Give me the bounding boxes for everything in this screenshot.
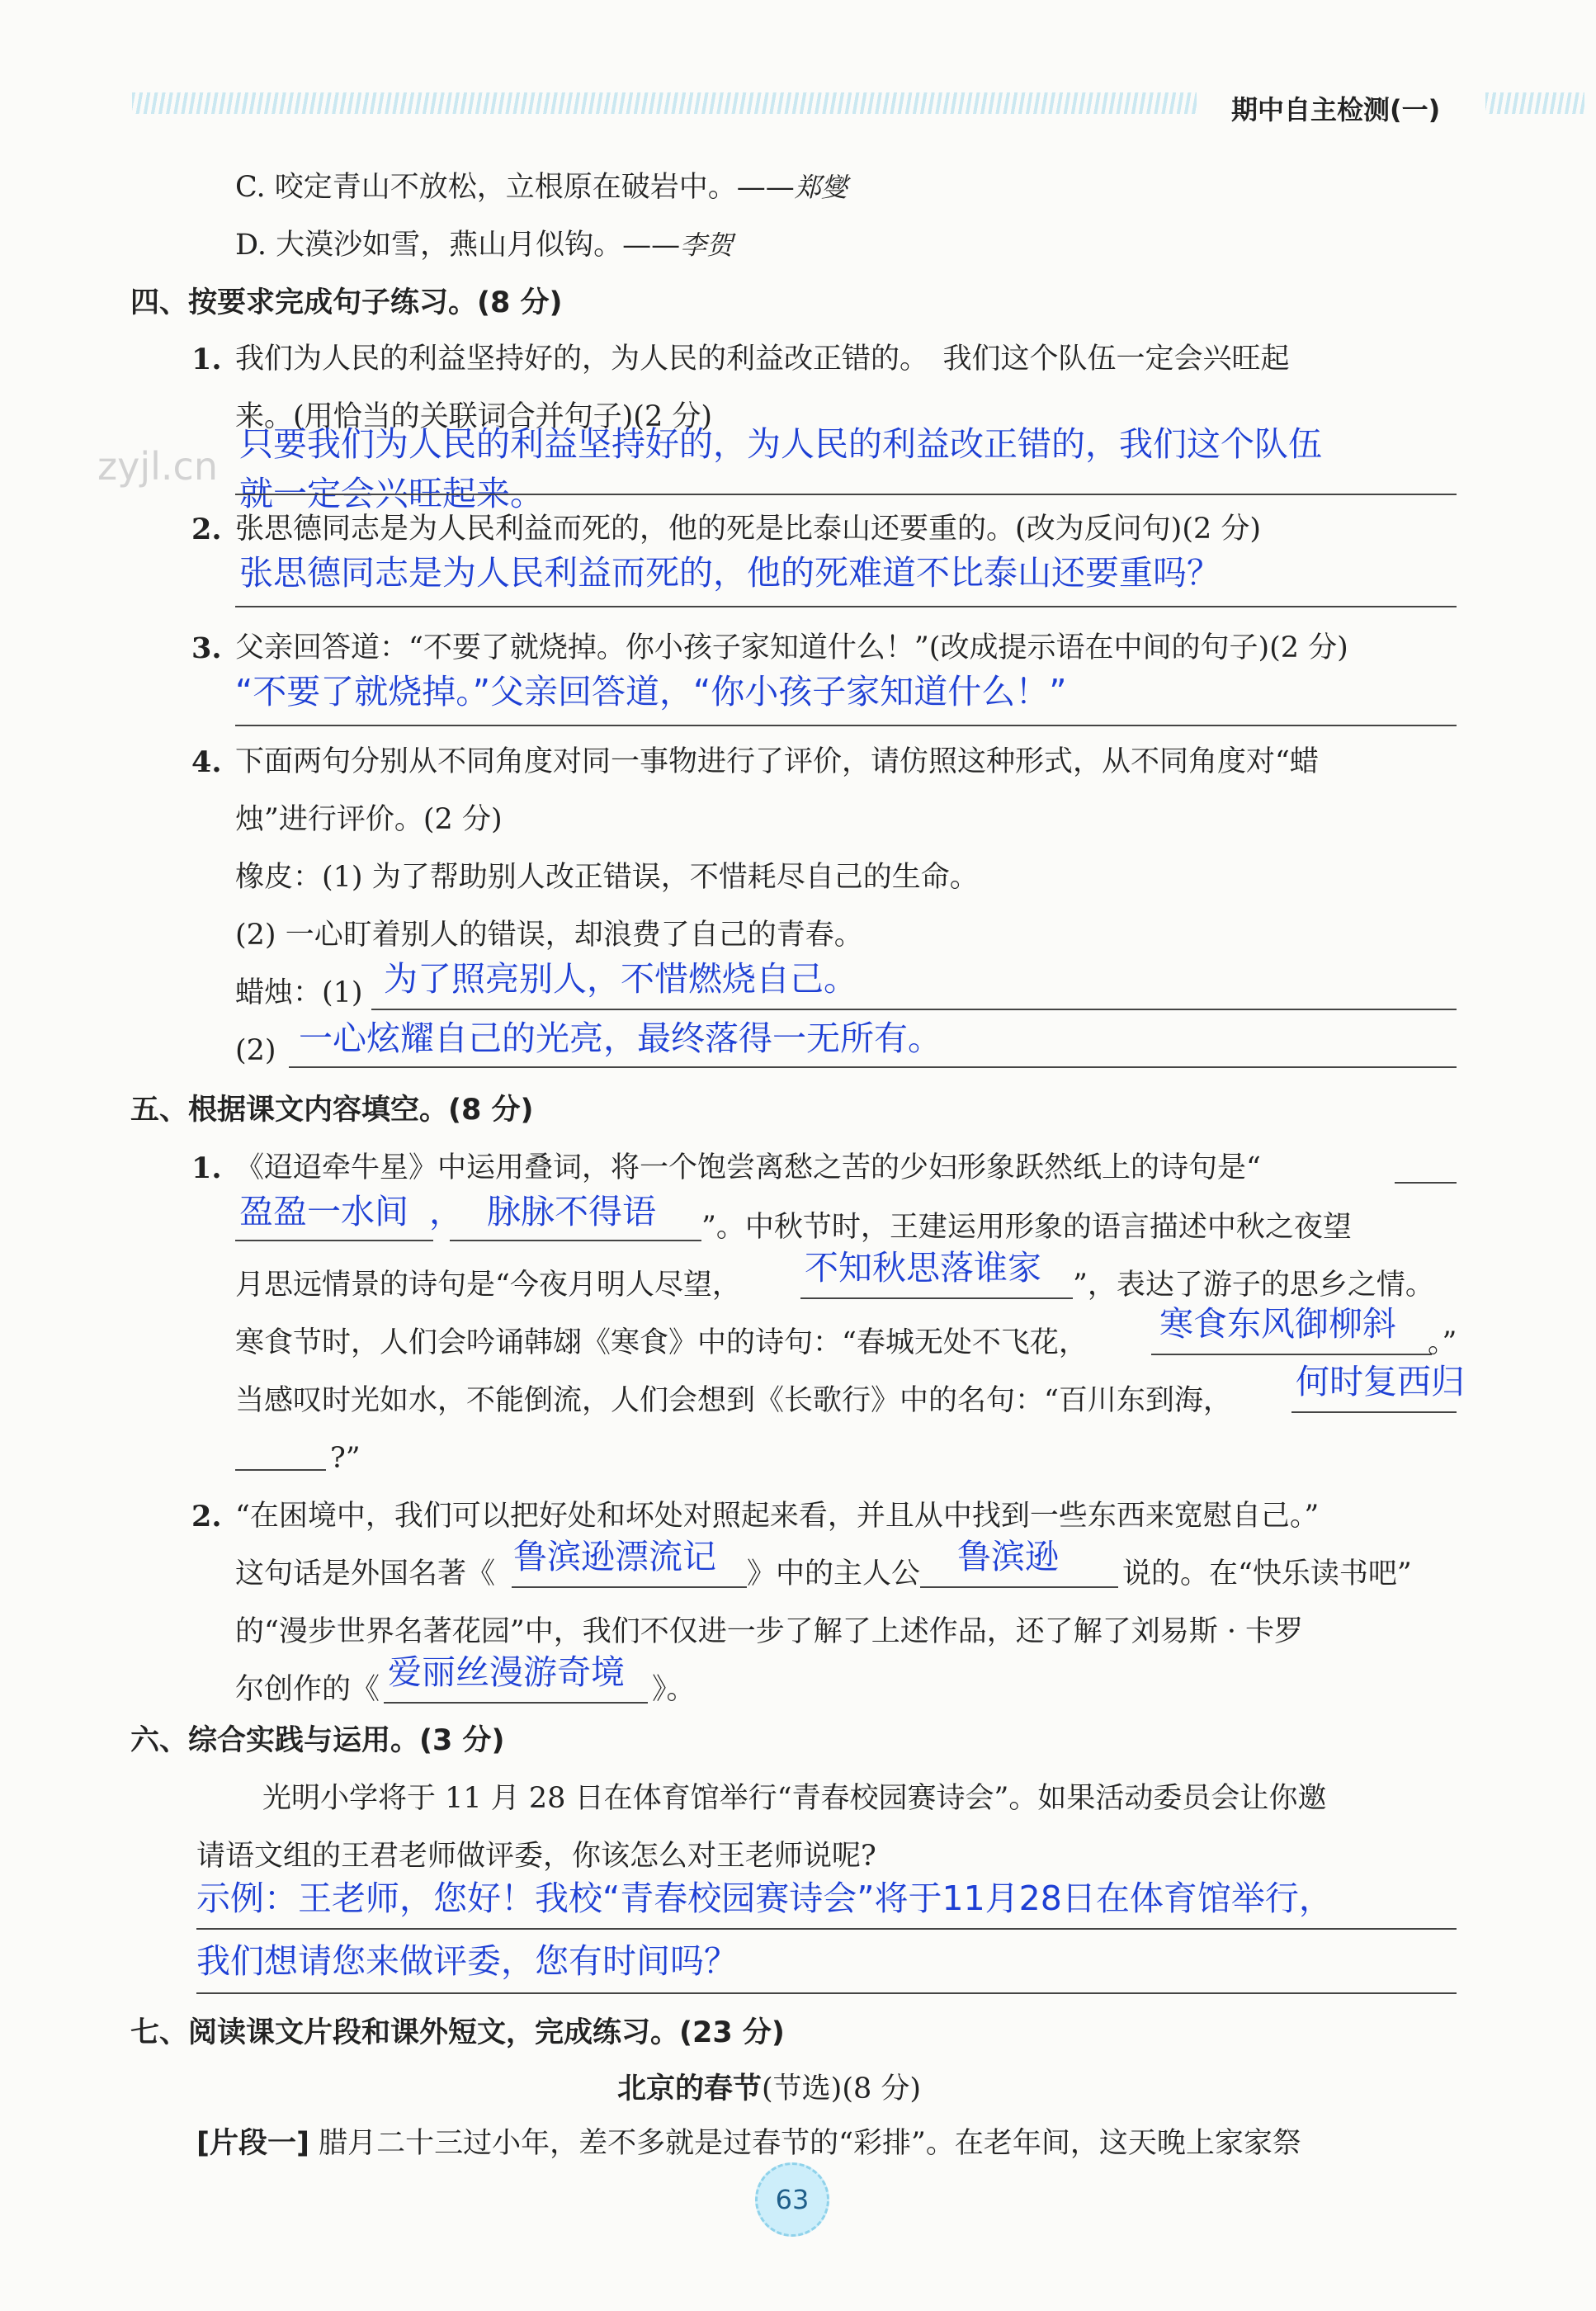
option-c <box>235 173 848 202</box>
q5-1-text-line5a: 当感叹时光如水，不能倒流，人们会想到《长歌行》中的名句：“百川东到海， <box>235 1384 1232 1417</box>
q5-1-answer-c: 不知秋思落谁家 <box>805 1248 1041 1288</box>
option-d <box>235 231 733 260</box>
q4-1-text-line1: 我们为人民的利益坚持好的，为人民的利益改正错的。 我们这个队伍一定会兴旺起 <box>235 343 1290 376</box>
q4-2-text: 张思德同志是为人民利益而死的，他的死是比泰山还要重的。(改为反问句)(2 分) <box>235 513 1262 546</box>
q4-4-text-line1: 下面两句分别从不同角度对同一事物进行了评价，请仿照这种形式，从不同角度对“蜡 <box>235 745 1319 778</box>
q4-4-answer-2: 一心炫耀自己的光亮，最终落得一无所有。 <box>299 1018 942 1058</box>
q5-2-number: 2. <box>191 1500 222 1534</box>
q4-4-eraser-1: 橡皮：(1) 为了帮助别人改正错误，不惜耗尽自己的生命。 <box>235 861 979 894</box>
q5-2-text-line1: “在困境中，我们可以把好处和坏处对照起来看，并且从中找到一些东西来宽慰自己。” <box>235 1500 1320 1533</box>
q4-1-answer-underline <box>235 494 1457 495</box>
q4-4-number: 4. <box>191 745 222 779</box>
sec6-answer-underline-2 <box>196 1992 1457 1994</box>
fragment-1-label: [片段一] <box>196 2127 309 2160</box>
q5-1-answer-d-underline <box>1151 1354 1432 1355</box>
q5-1-answer-e: 何时复西归 <box>1296 1362 1465 1401</box>
q4-3-answer-underline <box>235 725 1457 726</box>
page-number: 63 <box>755 2162 829 2237</box>
sec6-answer-line1: 示例：王老师，您好！我校“青春校园赛诗会”将于11月28日在体育馆举行， <box>196 1879 1333 1918</box>
fragment-1-line <box>196 2129 1301 2158</box>
sec6-answer-line2: 我们想请您来做评委，您有时间吗？ <box>196 1941 738 1981</box>
q4-3-text: 父亲回答道：“不要了就烧掉。你小孩子家知道什么！”(改成提示语在中间的句子)(2 分) <box>235 631 1348 664</box>
header-decoration-stripe <box>132 92 1197 114</box>
sec6-prompt-line1: 光明小学将于 11 月 28 日在体育馆举行“青春校园赛诗会”。如果活动委员会让你邀 <box>262 1782 1327 1815</box>
q4-1-answer-line1: 只要我们为人民的利益坚持好的，为人民的利益改正错的，我们这个队伍 <box>239 424 1322 464</box>
q5-1-answer-c-underline <box>800 1297 1073 1299</box>
fragment-1-text: 腊月二十三过小年，差不多就是过春节的“彩排”。在老年间，这天晚上家家祭 <box>319 2127 1301 2160</box>
q5-1-text-line2: ”。中秋节时，王建运用形象的语言描述中秋之夜望 <box>701 1211 1352 1244</box>
q4-2-number: 2. <box>191 513 222 546</box>
header-title: 期中自主检测(一) <box>1231 94 1441 125</box>
q4-4-text-line2: 烛”进行评价。(2 分) <box>235 803 503 836</box>
q5-1-text-line1: 《迢迢牵牛星》中运用叠词，将一个饱尝离愁之苦的少妇形象跃然纸上的诗句是“ <box>235 1151 1261 1184</box>
option-d-text: D. 大漠沙如雪，燕山月似钩。—— <box>235 229 681 262</box>
q5-2-text-line3: 的“漫步世界名著花园”中，我们不仅进一步了解了上述作品，还了解了刘易斯 · 卡罗 <box>235 1615 1304 1648</box>
q5-2-text-line4a: 尔创作的《 <box>235 1673 380 1706</box>
q5-1-answer-a: 盈盈一水间 <box>239 1192 408 1231</box>
q5-1-text-line4a: 寒食节时，人们会吟诵韩翃《寒食》中的诗句：“春城无处不飞花， <box>235 1326 1088 1359</box>
q5-1-blank-lead <box>1395 1182 1457 1184</box>
q5-1-number: 1. <box>191 1151 222 1185</box>
section-4-heading: 四、按要求完成句子练习。(8 分) <box>130 286 563 319</box>
q5-2-answer-c: 爱丽丝漫游奇境 <box>388 1652 625 1692</box>
q5-1-text-line3a: 月思远情景的诗句是“今夜月明人尽望， <box>235 1269 741 1302</box>
q4-3-number: 3. <box>191 631 222 665</box>
passage-title-line <box>617 2072 922 2105</box>
q4-1-number: 1. <box>191 343 222 376</box>
q5-1-text-line6: ?” <box>330 1442 361 1475</box>
q4-4-eraser-2: (2) 一心盯着别人的错误，却浪费了自己的青春。 <box>235 919 863 952</box>
q4-4-candle-label-2: (2) <box>235 1034 276 1067</box>
watermark: zyjl.cn <box>97 444 218 489</box>
sec6-prompt-line2: 请语文组的王君老师做评委，你该怎么对王老师说呢? <box>196 1840 876 1873</box>
option-d-author: 李贺 <box>680 229 734 261</box>
q5-1-answer-b-underline <box>450 1240 701 1241</box>
passage-note: (节选)(8 分) <box>762 2072 922 2105</box>
q5-2-answer-b: 鲁滨逊 <box>957 1537 1059 1576</box>
q4-3-answer: “不要了就烧掉。”父亲回答道，“你小孩子家知道什么！” <box>235 672 1067 711</box>
section-7-heading: 七、阅读课文片段和课外短文，完成练习。(23 分) <box>130 2016 785 2049</box>
option-c-text: C. 咬定青山不放松，立根原在破岩中。—— <box>235 171 795 204</box>
q5-2-answer-b-underline <box>920 1586 1118 1588</box>
q4-4-answer-2-underline <box>289 1066 1457 1068</box>
q5-1-comma: ， <box>429 1192 463 1231</box>
q5-2-answer-a-underline <box>512 1586 747 1588</box>
q5-1-answer-a-underline <box>235 1240 433 1241</box>
q5-2-text-line2b: 》中的主人公 <box>747 1557 921 1590</box>
q5-1-answer-d: 寒食东风御柳斜 <box>1159 1304 1396 1344</box>
section-5-heading: 五、根据课文内容填空。(8 分) <box>130 1094 534 1127</box>
q5-1-text-line3b: ”，表达了游子的思乡之情。 <box>1073 1269 1434 1302</box>
header-decoration-stripe-right <box>1485 92 1584 114</box>
section-6-heading: 六、综合实践与运用。(3 分) <box>130 1724 505 1757</box>
q5-1-answer-e-underline <box>1291 1411 1457 1413</box>
q4-4-answer-1: 为了照亮别人，不惜燃烧自己。 <box>384 959 857 999</box>
q4-4-answer-1-underline <box>371 1009 1457 1010</box>
q5-2-text-line4b: 》。 <box>652 1673 696 1706</box>
sec6-answer-underline-1 <box>196 1928 1457 1930</box>
option-c-author: 郑燮 <box>794 172 848 203</box>
passage-title: 北京的春节 <box>617 2072 763 2105</box>
q4-1-text-line2: 来。(用恰当的关联词合并句子)(2 分) <box>235 400 713 433</box>
q5-2-text-line2a: 这句话是外国名著《 <box>235 1557 496 1590</box>
q4-4-candle-label-1: 蜡烛：(1) <box>235 976 363 1009</box>
q4-1-answer-line2: 就一定会兴旺起来。 <box>239 474 544 513</box>
q4-2-answer: 张思德同志是为人民利益而死的，他的死难道不比泰山还要重吗？ <box>239 553 1221 593</box>
q5-1-answer-e-underline-2 <box>235 1469 326 1471</box>
q5-2-answer-c-underline <box>384 1702 648 1704</box>
q4-2-answer-underline <box>235 606 1457 607</box>
q5-2-answer-a: 鲁滨逊漂流记 <box>513 1537 716 1576</box>
q5-1-answer-b: 脉脉不得语 <box>487 1192 656 1231</box>
q5-1-text-line4b: 。” <box>1428 1326 1457 1359</box>
q5-2-text-line2c: 说的。在“快乐读书吧” <box>1122 1557 1412 1590</box>
